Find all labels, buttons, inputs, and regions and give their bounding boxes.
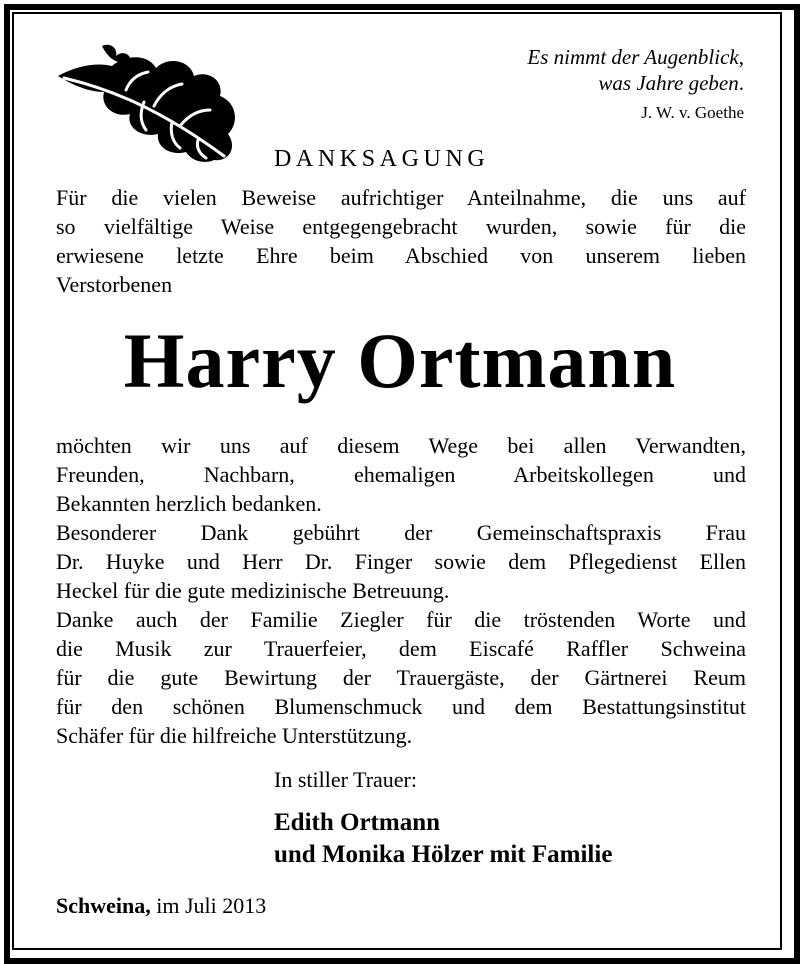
body-line: möchten wir uns auf diesem Wege bei allen Verwandten, [56, 433, 746, 458]
intro-line: so vielfältige Weise entgegengebracht wurden, sowie für die [56, 214, 746, 239]
mourning-label: In stiller Trauer: [274, 767, 417, 792]
date-text: im Juli 2013 [150, 893, 267, 918]
body-line: die Musik zur Trauerfeier, dem Eiscafé Raffler Schweina [56, 636, 746, 661]
quote-line-2-text: was Jahre geben [598, 71, 739, 95]
oak-leaf-icon [56, 40, 242, 165]
body-line: Dr. Huyke und Herr Dr. Finger sowie dem Pflegedienst Ellen [56, 549, 746, 574]
goethe-quote [424, 44, 744, 125]
place-name: Schweina, [56, 893, 151, 918]
body-line: Freunden, Nachbarn, ehemaligen Arbeitskollegen und [56, 462, 746, 487]
heading-danksagung: DANKSAGUNG [274, 146, 490, 172]
intro-paragraph [56, 183, 746, 299]
body-paragraph [56, 431, 746, 750]
body-line: für den schönen Blumenschmuck und dem Bestattungsinstitut [56, 694, 746, 719]
body-line: Schäfer für die hilfreiche Unterstützung. [56, 723, 413, 748]
body-line: Besonderer Dank gebührt der Gemeinschaftspraxis Frau [56, 520, 746, 545]
intro-line: Verstorbenen [56, 272, 173, 297]
intro-line: erwiesene letzte Ehre beim Abschied von unserem lieben [56, 243, 746, 268]
body-line: für die gute Bewirtung der Trauergäste, der Gärtnerei Reum [56, 665, 746, 690]
body-line: Bekannten herzlich bedanken. [56, 491, 322, 516]
quote-line-1: Es nimmt der Augenblick, [527, 45, 744, 69]
quote-line-2-period: . [738, 71, 744, 95]
body-line: Heckel für die gute medizinische Betreuung. [56, 578, 450, 603]
place-date [56, 892, 266, 920]
signer-name: Edith Ortmann [274, 809, 441, 836]
body-line: Danke auch der Familie Ziegler für die tröstenden Worte und [56, 607, 746, 632]
quote-line-2 [424, 70, 744, 96]
quote-author: J. W. v. Goethe [641, 103, 744, 122]
intro-line: Für die vielen Beweise aufrichtiger Anteilnahme, die uns auf [56, 185, 746, 210]
signer-name: und Monika Hölzer mit Familie [274, 841, 613, 868]
deceased-name: Harry Ortmann [123, 317, 677, 404]
